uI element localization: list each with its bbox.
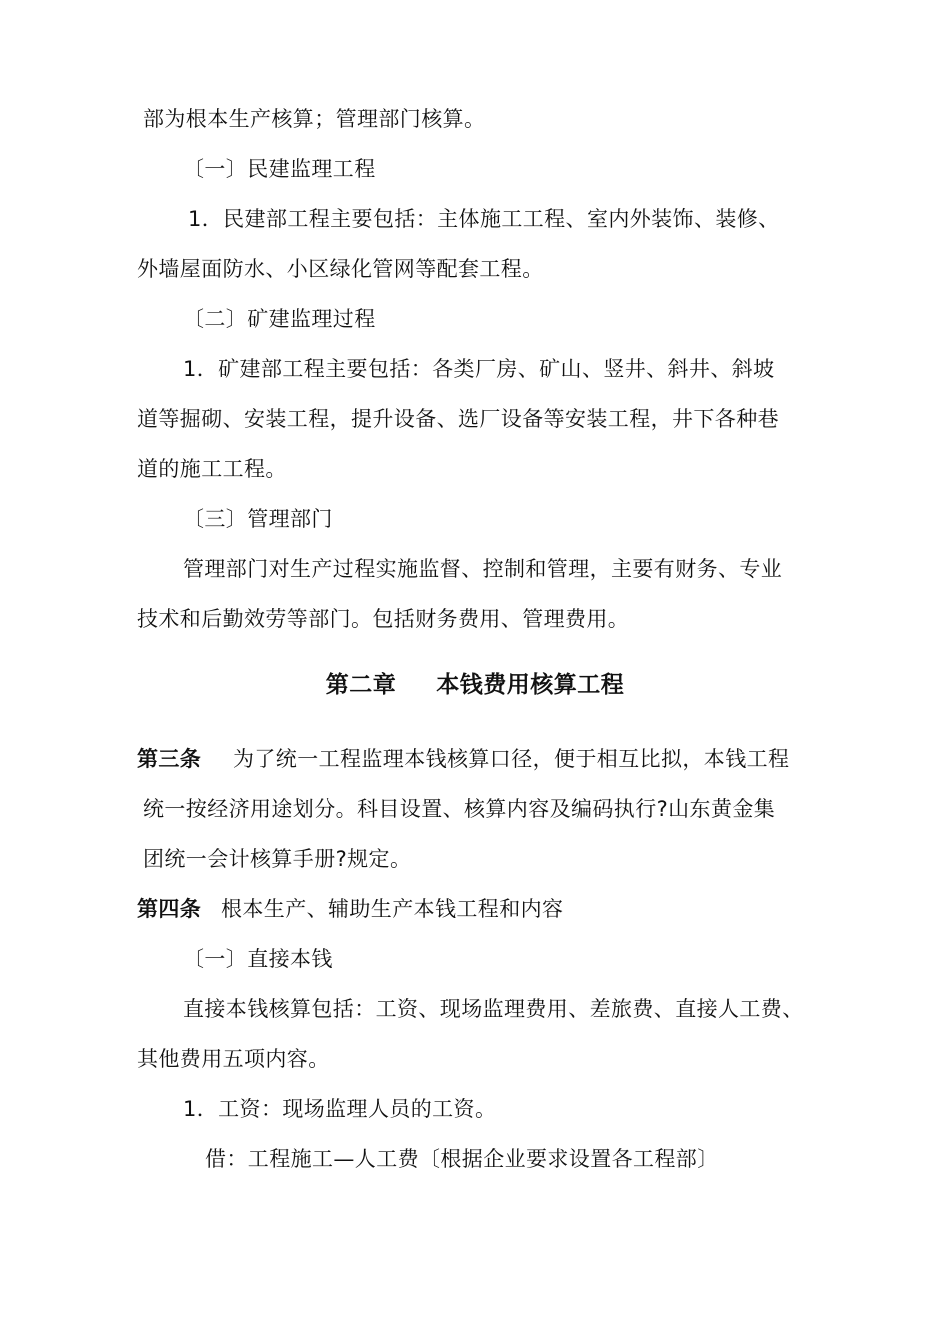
chapter-heading (0, 670, 950, 700)
article-4-label: 第四条 (137, 897, 202, 921)
article-3-line (137, 745, 789, 773)
paragraph-line: 其他费用五项内容。 (137, 1047, 330, 1071)
chapter-number: 第二章 (325, 672, 397, 698)
paragraph-line: 道等掘砌、安装工程，提升设备、选厂设备等安装工程，井下各种巷 (137, 407, 779, 431)
paragraph-line: 团统一会计核算手册?规定。 (143, 847, 412, 871)
paragraph-line: 1．矿建部工程主要包括：各类厂房、矿山、竖井、斜井、斜坡 (183, 357, 775, 381)
paragraph-line: 道的施工工程。 (137, 457, 287, 481)
section-heading-mining: 〔二〕矿建监理过程 (183, 307, 376, 331)
section-heading-direct-cost: 〔一〕直接本钱 (183, 947, 333, 971)
chapter-title: 本钱费用核算工程 (436, 672, 625, 698)
paragraph-line: 直接本钱核算包括：工资、现场监理费用、差旅费、直接人工费、 (183, 997, 804, 1021)
paragraph-line: 外墙屋面防水、小区绿化管网等配套工程。 (137, 257, 544, 281)
paragraph-line: 1．工资：现场监理人员的工资。 (183, 1097, 497, 1121)
paragraph-line: 管理部门对生产过程实施监督、控制和管理，主要有财务、专业 (183, 557, 783, 581)
accounting-entry-line: 借：工程施工—人工费〔根据企业要求设置各工程部〕 (205, 1147, 719, 1171)
article-4-text: 根本生产、辅助生产本钱工程和内容 (221, 897, 564, 921)
section-heading-management: 〔三〕管理部门 (183, 507, 333, 531)
section-heading-civil: 〔一〕民建监理工程 (183, 157, 376, 181)
article-3-text: 为了统一工程监理本钱核算口径，便于相互比拟，本钱工程 (233, 747, 790, 771)
paragraph-line: 统一按经济用途划分。科目设置、核算内容及编码执行?山东黄金集 (143, 797, 776, 821)
paragraph-line: 1．民建部工程主要包括：主体施工工程、室内外装饰、装修、 (188, 207, 780, 231)
article-4-line (137, 895, 563, 923)
article-3-label: 第三条 (137, 747, 202, 771)
paragraph-line: 部为根本生产核算；管理部门核算。 (143, 107, 486, 131)
paragraph-line: 技术和后勤效劳等部门。包括财务费用、管理费用。 (137, 607, 630, 631)
